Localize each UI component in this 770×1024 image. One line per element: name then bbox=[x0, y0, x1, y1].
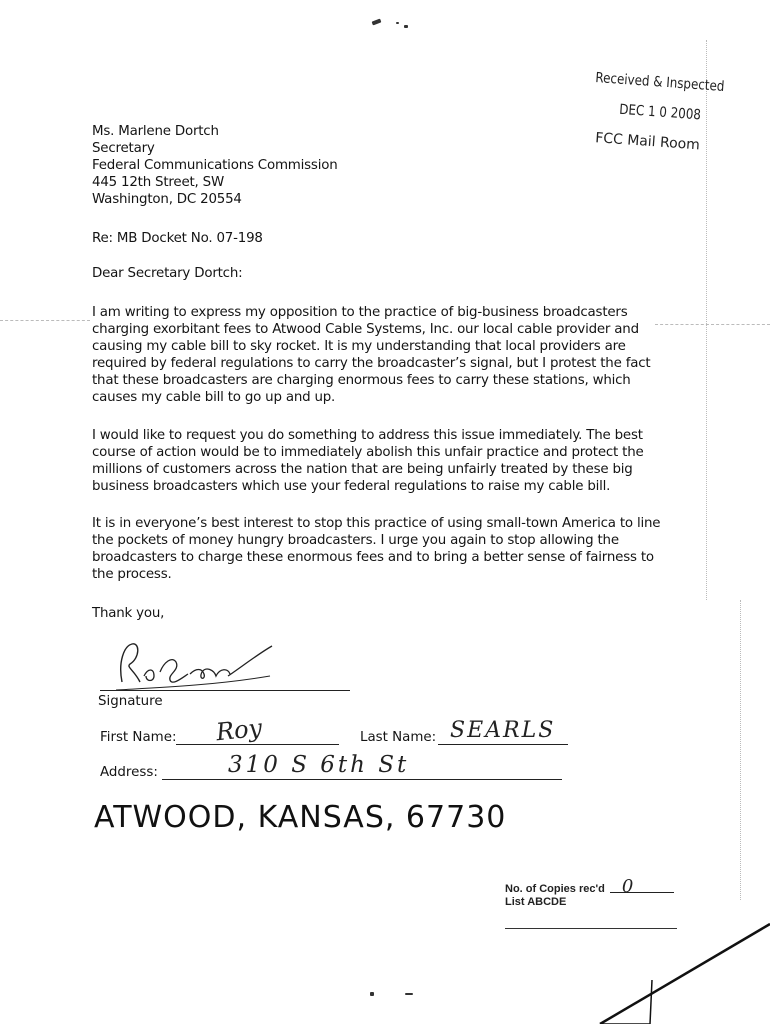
recipient-title: Secretary bbox=[92, 141, 155, 156]
copies-line bbox=[610, 892, 674, 893]
scan-speck bbox=[405, 993, 413, 995]
scan-edge-mark bbox=[0, 320, 90, 321]
last-name-line bbox=[438, 744, 568, 745]
first-name-line bbox=[176, 744, 339, 745]
scan-speck bbox=[404, 25, 408, 28]
scan-speck bbox=[396, 22, 399, 24]
scan-speck bbox=[372, 19, 382, 26]
recipient-street: 445 12th Street, SW bbox=[92, 175, 224, 190]
copies-received-stamp bbox=[505, 876, 634, 909]
recipient-city: Washington, DC 20554 bbox=[92, 192, 242, 207]
city-state-zip: ATWOOD, KANSAS, 67730 bbox=[94, 800, 507, 835]
salutation: Dear Secretary Dortch: bbox=[92, 266, 243, 281]
signature-line bbox=[100, 690, 350, 691]
closing: Thank you, bbox=[92, 606, 165, 621]
re-line: Re: MB Docket No. 07-198 bbox=[92, 231, 263, 246]
copies-label: No. of Copies rec'd bbox=[505, 883, 605, 895]
paragraph-3: It is in everyone’s best interest to stop this practice of using small-town America to line the pockets of money hungry broadcasters. I urge you again to stop allowing the broadcasters to charge these enormous fees and to bring a better sense of fairness to the process. bbox=[92, 516, 661, 582]
paragraph-1: I am writing to express my opposition to the practice of big-business broadcasters charging exorbitant fees to Atwood Cable Systems, Inc. our local cable provider and causing my cable bill to sky rocket. It is my understanding that local providers are required by federal regulations to carry the broadcaster’s signal, but I protest the fact that these broadcasters are charging enormous fees to carry these stations, which causes my cable bill to go up and up. bbox=[92, 305, 651, 405]
paragraph-2: I would like to request you do something to address this issue immediately. The best course of action would be to immediately abolish this unfair practice and protect the millions of customers across the nation that are being unfairly treated by these big business broadcasters which use your federal regulations to raise my cable bill. bbox=[92, 428, 644, 494]
first-name-value: Roy bbox=[214, 713, 264, 747]
stamp-date: DEC 1 0 2008 bbox=[618, 101, 702, 124]
recipient-address bbox=[92, 123, 682, 208]
first-name-label: First Name: bbox=[100, 730, 177, 745]
copies-list: List ABCDE bbox=[505, 896, 567, 908]
last-name-label: Last Name: bbox=[360, 730, 437, 745]
stamp-received-text: Received & Inspected bbox=[594, 70, 725, 95]
address-line bbox=[162, 779, 562, 780]
scan-edge-mark bbox=[740, 600, 741, 900]
scan-edge-mark bbox=[655, 324, 770, 325]
handwritten-signature bbox=[110, 632, 280, 694]
copies-count: 0 bbox=[621, 876, 634, 897]
recipient-org: Federal Communications Commission bbox=[92, 158, 338, 173]
last-name-value: SEARLS bbox=[450, 718, 556, 743]
signature-label: Signature bbox=[98, 694, 163, 709]
address-label: Address: bbox=[100, 765, 158, 780]
address-value: 310 S 6th St bbox=[228, 752, 410, 778]
scan-speck bbox=[370, 992, 374, 996]
folded-corner-mark bbox=[560, 910, 770, 1024]
stamp-mailroom-text: FCC Mail Room bbox=[594, 130, 701, 154]
recipient-name: Ms. Marlene Dortch bbox=[92, 124, 219, 139]
